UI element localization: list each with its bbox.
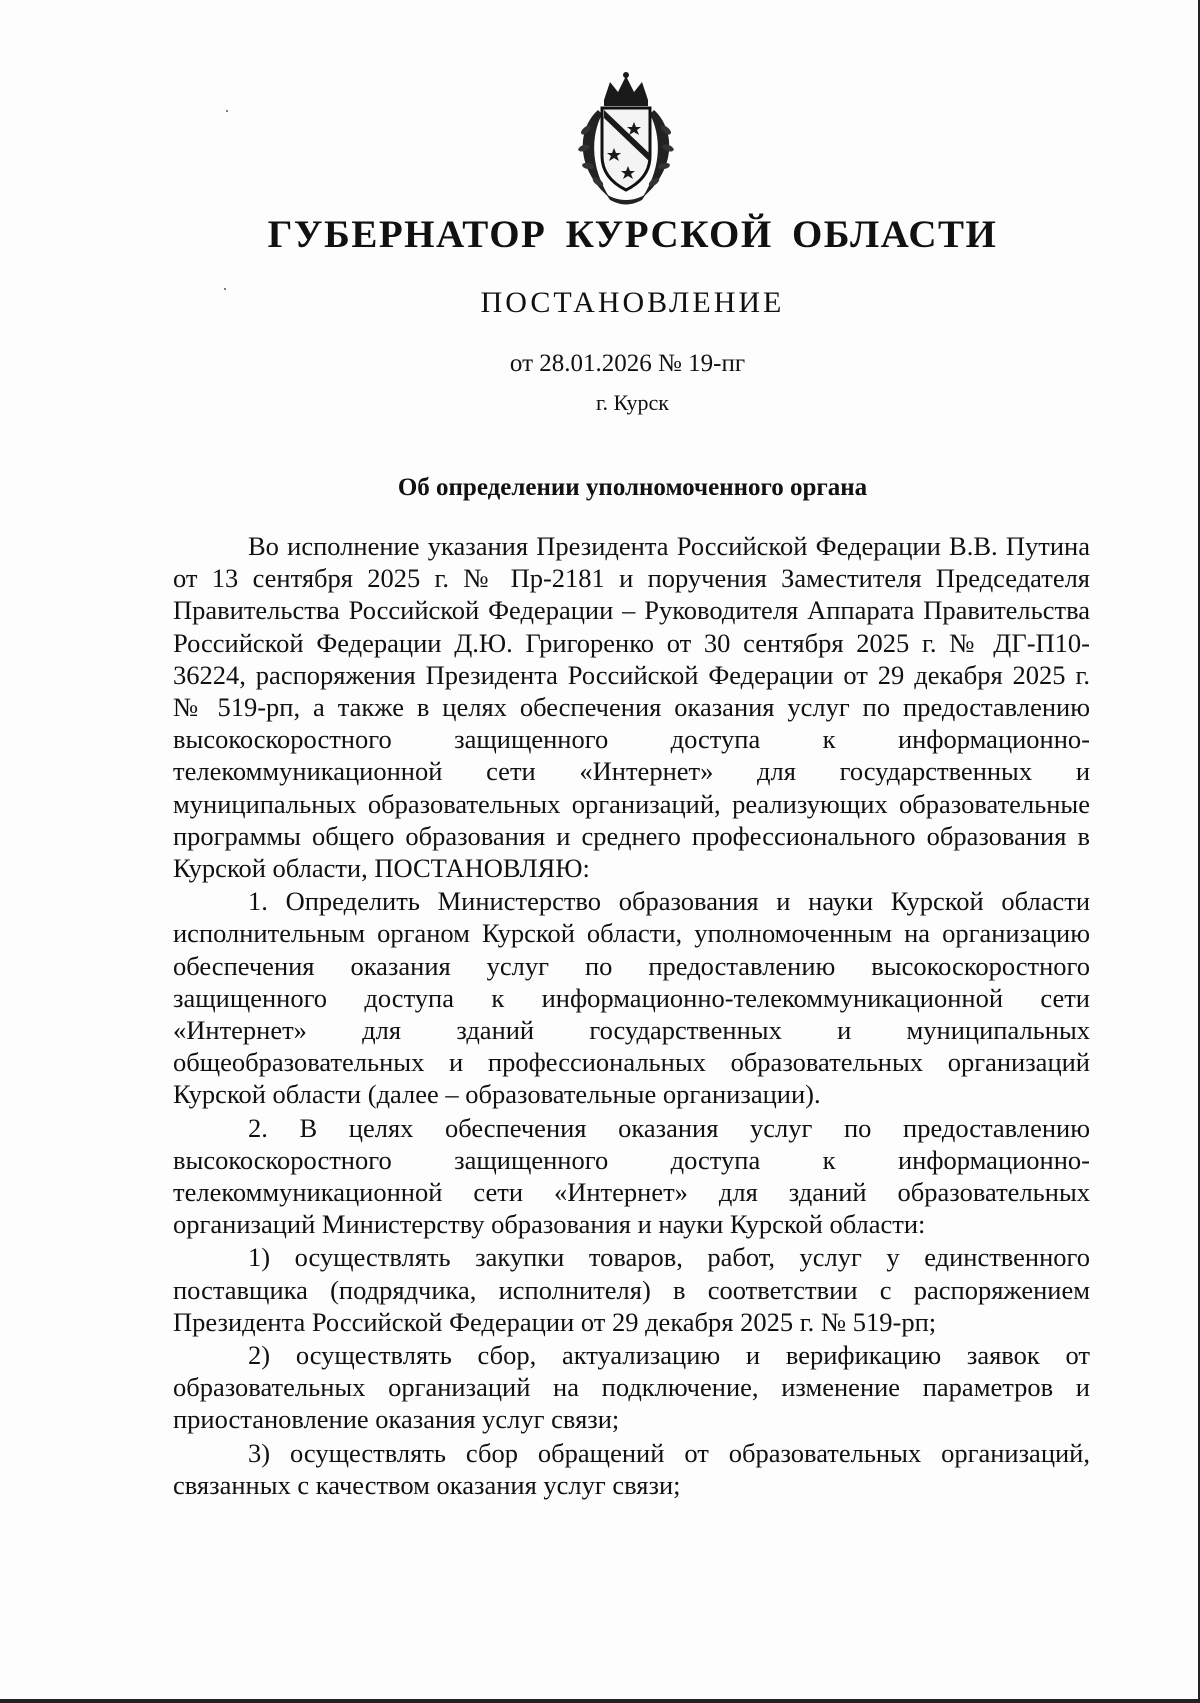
document-type: ПОСТАНОВЛЕНИЕ: [480, 286, 785, 319]
scan-speck: [224, 288, 226, 290]
paragraph-subitem-3: 3) осуществлять сбор обращений от образовательных организаций, связанных с качеством оказания услуг связи;: [173, 1437, 1090, 1500]
governor-title: ГУБЕРНАТОР КУРСКОЙ ОБЛАСТИ: [267, 213, 998, 256]
paragraph-preamble: Во исполнение указания Президента Российской Федерации В.В. Путина от 13 сентября 2025 г. № Пр-2181 и поручения Заместителя Председателя Правительства Российской Федерации – Руководителя Аппарата Правительства Российской Федерации Д.Ю. Григоренко от 30 сентября 2025 г. № ДГ-П10-36224, распоряжения Президента Российской Федерации от 29 декабря 2025 г. № 519-рп, а также в целях обеспечения оказания услуг по предоставлению высокоскоростного защищенного доступа к информационно-телекоммуникационной сети «Интернет» для государственных и муниципальных образовательных организаций, реализующих образовательные программы общего образования и среднего профессионального образования в Курской области, ПОСТАНОВЛЯЮ:: [173, 531, 1090, 884]
paragraph-subitem-1: 1) осуществлять закупки товаров, работ, услуг у единственного поставщика (подрядчика, исполнителя) в соответствии с распоряжением Президента Российской Федерации от 29 декабря 2025 г. № 519-рп;: [173, 1242, 1090, 1337]
paragraph-subitem-2: 2) осуществлять сбор, актуализацию и верификацию заявок от образовательных организаций на подключение, изменение параметров и приостановление оказания услуг связи;: [173, 1340, 1090, 1435]
kursk-coat-of-arms-icon: [570, 70, 682, 206]
document-body: [173, 530, 1090, 1501]
paragraph-item-1: 1. Определить Министерство образования и науки Курской области исполнительным органом Курской области, уполномоченным на организацию обеспечения оказания услуг по предоставлению высокоскоростного защищенного доступа к информационно-телекоммуникационной сети «Интернет» для зданий государственных и муниципальных общеобразовательных и профессиональных образовательных организаций Курской области (далее – образовательные организации).: [173, 886, 1090, 1110]
document-subject: Об определении уполномоченного органа: [397, 474, 868, 501]
document-city: г. Курск: [595, 390, 669, 415]
scan-speck: [226, 110, 228, 112]
document-number: от 28.01.2026 № 19-пг: [509, 350, 746, 377]
paragraph-item-2: 2. В целях обеспечения оказания услуг по предоставлению высокоскоростного защищенного доступа к информационно-телекоммуникационной сети «Интернет» для зданий образовательных организаций Министерству образования и науки Курской области:: [173, 1112, 1090, 1240]
scan-edge-bottom: [0, 1699, 1200, 1703]
